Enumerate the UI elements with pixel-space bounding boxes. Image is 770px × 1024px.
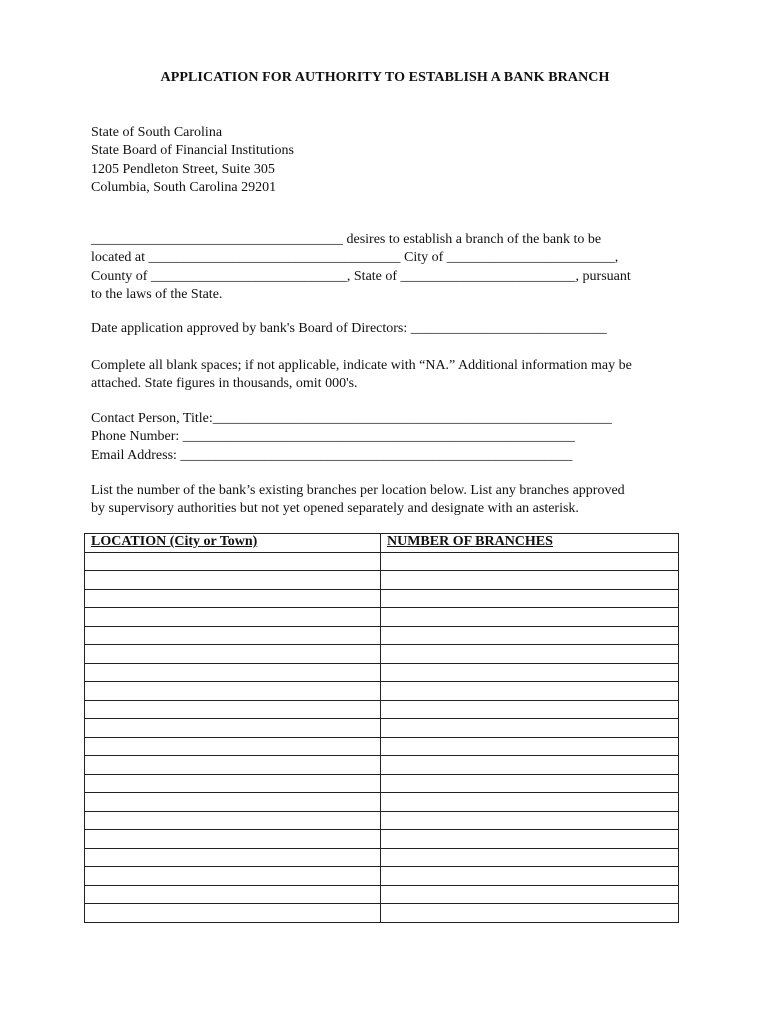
intro-line-3: County of ____________________________, State of _________________________, pursuant xyxy=(91,268,631,284)
intro-line-1: ____________________________________ desires to establish a branch of the bank to be xyxy=(91,232,602,247)
table-row xyxy=(85,793,679,812)
table-row xyxy=(85,774,679,793)
table-row xyxy=(85,552,679,571)
number-of-branches-cell[interactable] xyxy=(381,848,679,867)
address-line: Columbia, South Carolina 29201 xyxy=(91,179,277,195)
list-instructions-line-1: List the number of the bank’s existing branches per location below. List any branches approved xyxy=(91,483,625,498)
location-cell[interactable] xyxy=(85,571,381,590)
location-cell[interactable] xyxy=(85,756,381,775)
table-row xyxy=(85,756,679,775)
location-cell[interactable] xyxy=(85,867,381,886)
number-of-branches-cell[interactable] xyxy=(381,774,679,793)
table-row xyxy=(85,682,679,701)
table-row xyxy=(85,885,679,904)
address-line: State of South Carolina xyxy=(91,125,223,140)
number-of-branches-cell[interactable] xyxy=(381,867,679,886)
number-of-branches-cell[interactable] xyxy=(381,700,679,719)
intro-paragraph xyxy=(91,231,631,304)
table-row xyxy=(85,608,679,627)
instructions-line-1: Complete all blank spaces; if not applicable, indicate with “NA.” Additional information may be xyxy=(91,358,632,373)
contact-person-field: Contact Person, Title:_________________________________________________________ xyxy=(91,411,612,426)
instructions-line-2: attached. State figures in thousands, omit 000's. xyxy=(91,376,358,392)
board-approval-date-line: Date application approved by bank's Board of Directors: ____________________________ xyxy=(91,321,607,336)
location-cell[interactable] xyxy=(85,774,381,793)
number-of-branches-cell[interactable] xyxy=(381,626,679,645)
location-cell[interactable] xyxy=(85,552,381,571)
table-row xyxy=(85,830,679,849)
number-of-branches-cell[interactable] xyxy=(381,811,679,830)
location-column-header: LOCATION (City or Town) xyxy=(85,534,381,553)
branches-table xyxy=(84,533,679,923)
table-row xyxy=(85,626,679,645)
instructions-paragraph xyxy=(91,357,632,394)
recipient-address xyxy=(91,124,294,197)
table-row xyxy=(85,719,679,738)
table-row xyxy=(85,848,679,867)
table-row xyxy=(85,700,679,719)
address-line: 1205 Pendleton Street, Suite 305 xyxy=(91,161,275,177)
number-of-branches-cell[interactable] xyxy=(381,663,679,682)
intro-line-4: to the laws of the State. xyxy=(91,286,223,302)
branch-list-instructions xyxy=(91,482,625,519)
location-cell[interactable] xyxy=(85,645,381,664)
location-cell[interactable] xyxy=(85,682,381,701)
location-cell[interactable] xyxy=(85,848,381,867)
address-line: State Board of Financial Institutions xyxy=(91,143,294,159)
number-of-branches-cell[interactable] xyxy=(381,793,679,812)
location-cell[interactable] xyxy=(85,719,381,738)
number-of-branches-cell[interactable] xyxy=(381,756,679,775)
number-of-branches-cell[interactable] xyxy=(381,645,679,664)
table-row xyxy=(85,904,679,923)
location-cell[interactable] xyxy=(85,700,381,719)
number-of-branches-cell[interactable] xyxy=(381,737,679,756)
number-of-branches-cell[interactable] xyxy=(381,904,679,923)
table-row xyxy=(85,811,679,830)
number-of-branches-cell[interactable] xyxy=(381,608,679,627)
location-cell[interactable] xyxy=(85,589,381,608)
contact-block xyxy=(91,410,612,465)
location-cell[interactable] xyxy=(85,904,381,923)
location-cell[interactable] xyxy=(85,885,381,904)
table-row xyxy=(85,867,679,886)
number-of-branches-cell[interactable] xyxy=(381,885,679,904)
table-header-row xyxy=(85,534,679,553)
location-cell[interactable] xyxy=(85,793,381,812)
number-of-branches-cell[interactable] xyxy=(381,571,679,590)
number-of-branches-cell[interactable] xyxy=(381,552,679,571)
table-row xyxy=(85,737,679,756)
location-cell[interactable] xyxy=(85,626,381,645)
table-row xyxy=(85,663,679,682)
form-title: APPLICATION FOR AUTHORITY TO ESTABLISH A BANK BRANCH xyxy=(160,70,610,85)
location-cell[interactable] xyxy=(85,830,381,849)
table-row xyxy=(85,571,679,590)
email-address-field: Email Address: ________________________________________________________ xyxy=(91,447,573,463)
location-cell[interactable] xyxy=(85,811,381,830)
number-of-branches-cell[interactable] xyxy=(381,589,679,608)
list-instructions-line-2: by supervisory authorities but not yet opened separately and designate with an asterisk. xyxy=(91,501,579,517)
table-row xyxy=(85,589,679,608)
number-of-branches-column-header: NUMBER OF BRANCHES xyxy=(381,534,679,553)
number-of-branches-cell[interactable] xyxy=(381,719,679,738)
number-of-branches-cell[interactable] xyxy=(381,682,679,701)
location-cell[interactable] xyxy=(85,608,381,627)
branches-table-body xyxy=(85,552,679,922)
number-of-branches-cell[interactable] xyxy=(381,830,679,849)
intro-line-2: located at ____________________________________ City of ________________________, xyxy=(91,250,619,266)
location-cell[interactable] xyxy=(85,737,381,756)
phone-number-field: Phone Number: ________________________________________________________ xyxy=(91,429,575,445)
table-row xyxy=(85,645,679,664)
location-cell[interactable] xyxy=(85,663,381,682)
